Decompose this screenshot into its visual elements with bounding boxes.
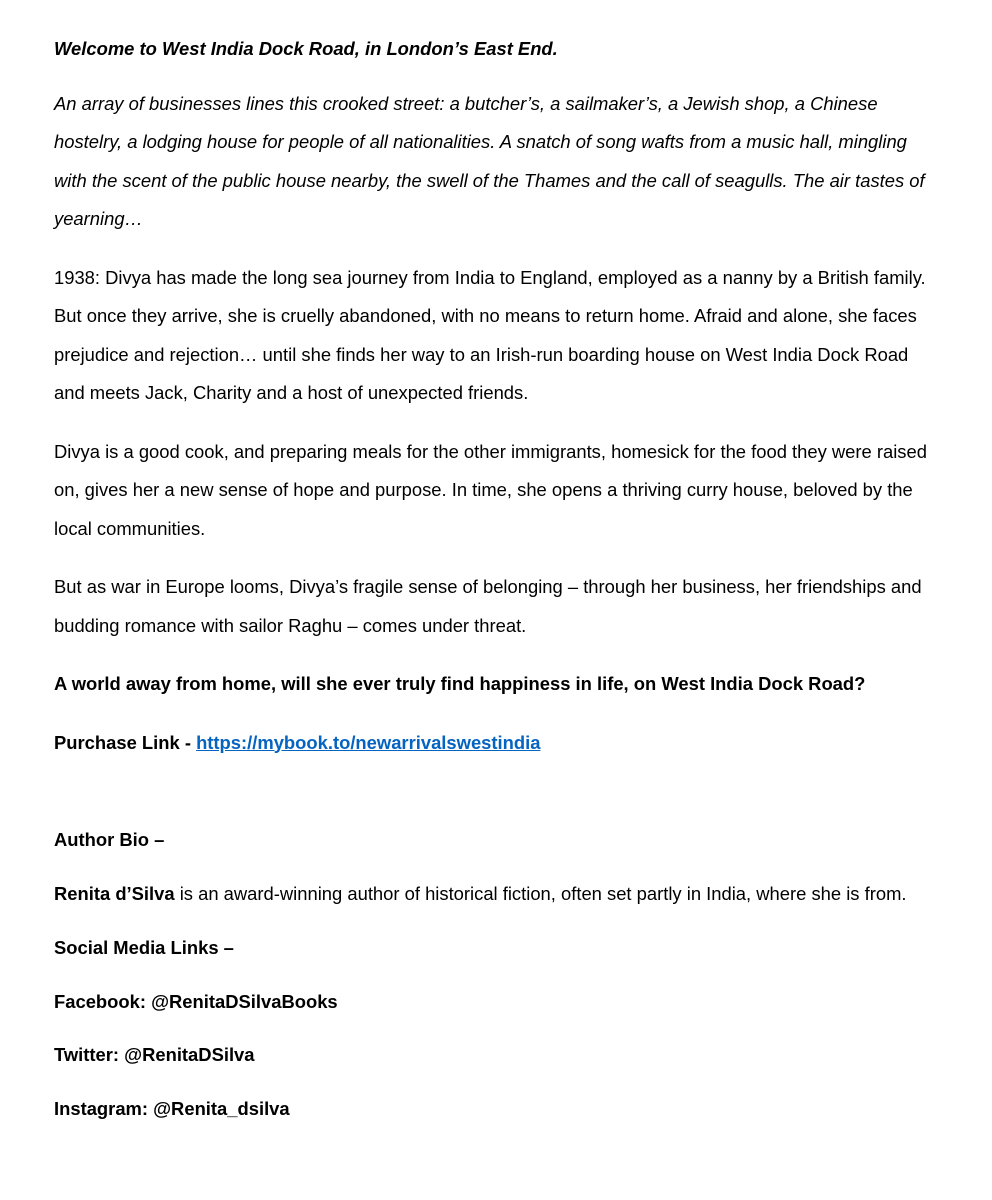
social-heading: Social Media Links –: [54, 937, 234, 958]
social-facebook: Facebook: @RenitaDSilvaBooks: [54, 990, 338, 1012]
document-page: [54, 30, 934, 1128]
author-name: Renita d’Silva: [54, 882, 175, 904]
blurb-paragraph-2: Divya is a good cook, and preparing meals for the other immigrants, homesick for the food they were raised on, gives her a new sense of hope and purpose. In time, she opens a thriving curry house, beloved by the local communities.: [54, 440, 927, 539]
blurb-question: A world away from home, will she ever truly find happiness in life, on West India Dock Road?: [54, 673, 866, 694]
purchase-label: Purchase Link -: [54, 731, 197, 753]
intro-description: An array of businesses lines this crooked street: a butcher’s, a sailmaker’s, a Jewish shop, a Chinese hostelry, a lodging house for people of all nationalities. A snatch of song wafts from a music hall, mingling with the scent of the public house nearby, the swell of the Thames and the call of seagulls. The air tastes of yearning…: [54, 92, 925, 229]
author-bio-heading: Author Bio –: [54, 829, 165, 850]
social-instagram: Instagram: @Renita_dsilva: [54, 1097, 290, 1119]
author-bio-text: is an award-winning author of historical fiction, often set partly in India, where she is from.: [174, 882, 907, 904]
intro-title: Welcome to West India Dock Road, in London’s East End.: [54, 38, 558, 59]
author-bio: [54, 875, 934, 914]
blurb-paragraph-1: 1938: Divya has made the long sea journey from India to England, employed as a nanny by a British family. But once they arrive, she is cruelly abandoned, with no means to return home. Afraid and alone, she faces prejudice and rejection… until she finds her way to an Irish-run boarding house on West India Dock Road and meets Jack, Charity and a host of unexpected friends.: [54, 266, 926, 403]
purchase-link[interactable]: https://mybook.to/newarrivalswestindia: [196, 731, 541, 753]
blurb-paragraph-3: But as war in Europe looms, Divya’s fragile sense of belonging – through her business, her friendships and budding romance with sailor Raghu – comes under threat.: [54, 576, 922, 636]
social-twitter: Twitter: @RenitaDSilva: [54, 1044, 255, 1065]
purchase-line: [54, 724, 934, 763]
